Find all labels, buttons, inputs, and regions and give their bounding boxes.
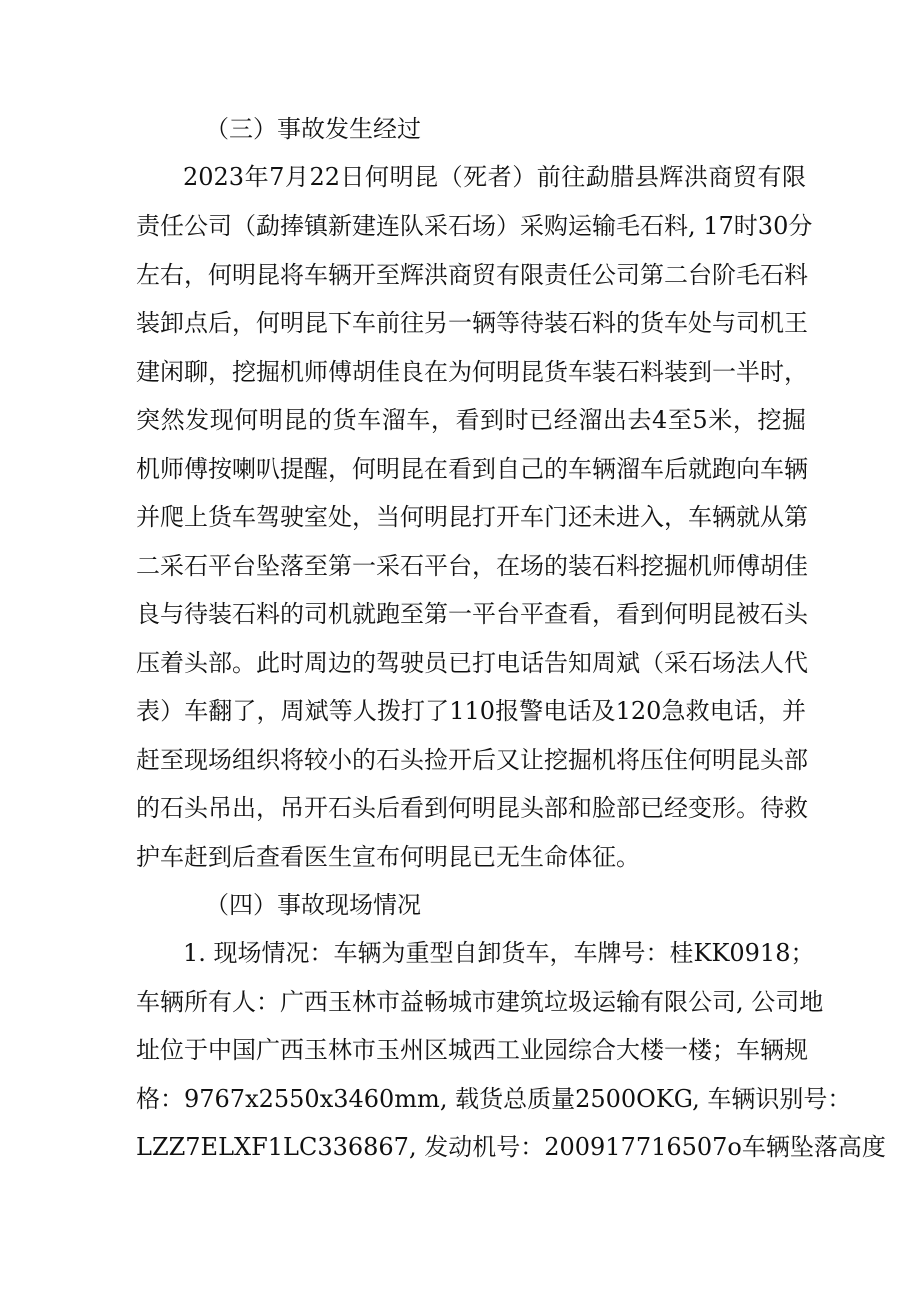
paragraph-line: 的石头吊出，吊开石头后看到何明昆头部和脸部已经变形。待救 [136,794,808,822]
paragraph-line: 良与待装石料的司机就跑至第一平台平查看，看到何明昆被石头 [136,600,808,628]
paragraph-line: 格：9767x2550x3460mm, 载货总质量2500OKG, 车辆识别号： [136,1085,852,1113]
paragraph-line: 车辆所有人：广西玉林市益畅城市建筑垃圾运输有限公司, 公司地 [136,988,824,1016]
paragraph-line: LZZ7ELXF1LC336867, 发动机号：200917716507o车辆坠落高度 [136,1133,886,1161]
section-heading-3: （三）事故发生经过 [205,115,421,143]
paragraph-line: 2023年7月22日何明昆（死者）前往勐腊县辉洪商贸有限 [183,163,806,191]
paragraph-line: 责任公司（勐捧镇新建连队采石场）采购运输毛石料, 17时30分 [136,212,813,240]
paragraph-line: 址位于中国广西玉林市玉州区城西工业园综合大楼一楼；车辆规 [136,1036,808,1064]
paragraph-line: 装卸点后，何明昆下车前往另一辆等待装石料的货车处与司机王 [136,309,808,337]
paragraph-line: 压着头部。此时周边的驾驶员已打电话告知周斌（采石场法人代 [136,649,808,677]
section-heading-4: （四）事故现场情况 [205,891,421,919]
paragraph-line: 建闲聊，挖掘机师傅胡佳良在为何明昆货车装石料装到一半时， [136,358,808,386]
paragraph-line: 1. 现场情况：车辆为重型自卸货车，车牌号：桂KK0918； [183,939,815,967]
paragraph-line: 赶至现场组织将较小的石头捡开后又让挖掘机将压住何明昆头部 [136,746,808,774]
paragraph-line: 突然发现何明昆的货车溜车，看到时已经溜出去4至5米，挖掘 [136,406,806,434]
paragraph-line: 并爬上货车驾驶室处，当何明昆打开车门还未进入，车辆就从第 [136,503,808,531]
paragraph-line: 护车赶到后查看医生宣布何明昆已无生命体征。 [136,843,640,871]
paragraph-line: 表）车翻了，周斌等人拨打了110报警电话及120急救电话，并 [136,697,806,725]
paragraph-line: 二采石平台坠落至第一采石平台，在场的装石料挖掘机师傅胡佳 [136,552,808,580]
paragraph-line: 机师傅按喇叭提醒，何明昆在看到自己的车辆溜车后就跑向车辆 [136,455,808,483]
paragraph-line: 左右，何明昆将车辆开至辉洪商贸有限责任公司第二台阶毛石料 [136,261,808,289]
